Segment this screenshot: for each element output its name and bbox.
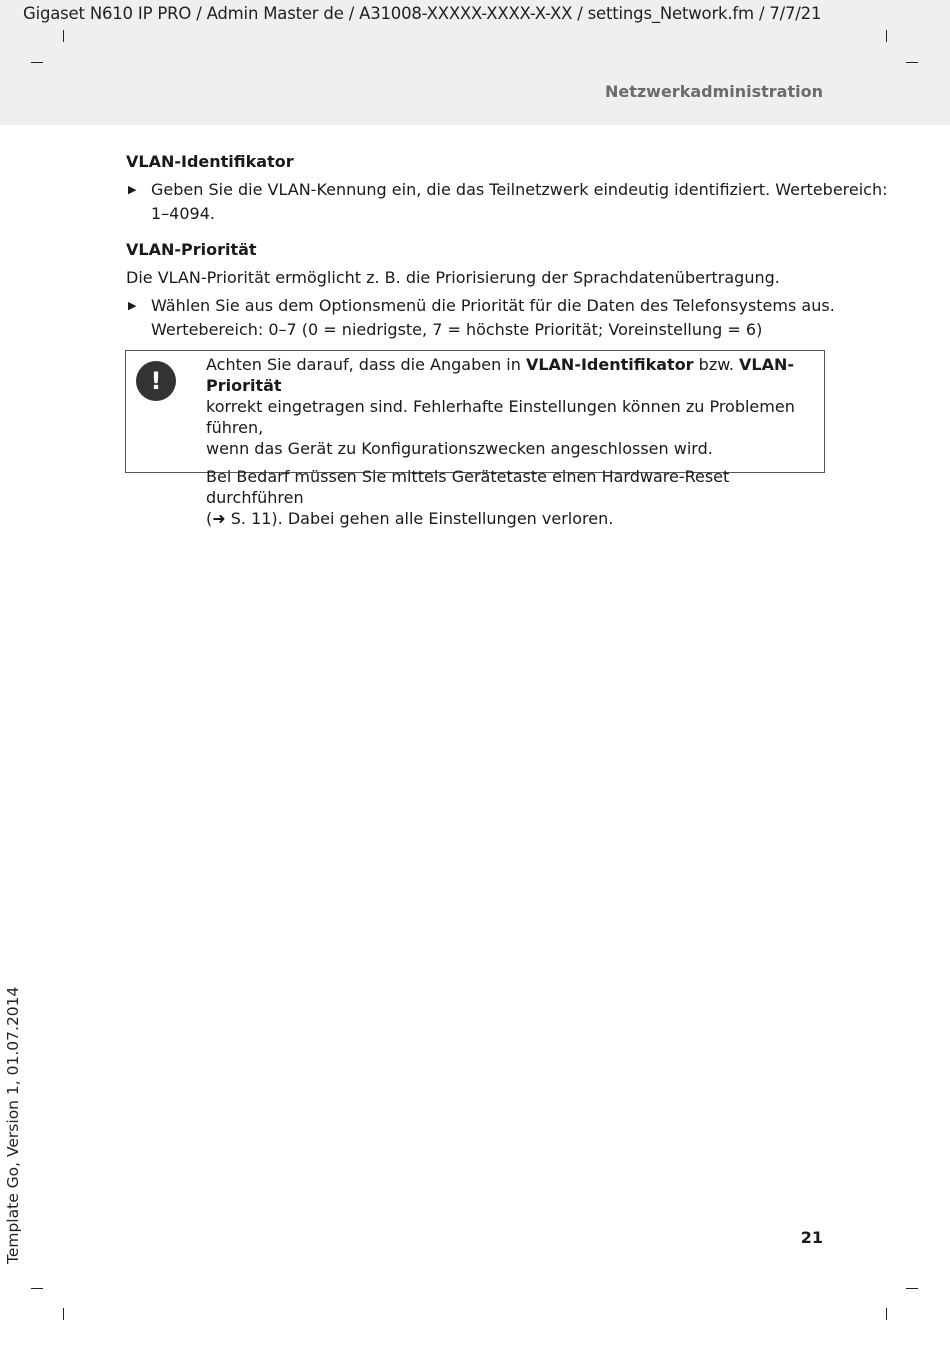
vlan-id-heading: VLAN-Identifikator bbox=[126, 152, 294, 171]
warning-text: ( bbox=[206, 509, 213, 528]
vlan-priority-description: Die VLAN-Priorität ermöglicht z. B. die Priorisierung der Sprachdatenübertragung. bbox=[126, 268, 780, 287]
crop-mark bbox=[63, 30, 64, 42]
vlan-priority-step-line2: Wertebereich: 0–7 (0 = niedrigste, 7 = höchste Priorität; Voreinstellung = 6) bbox=[151, 320, 763, 339]
warning-text: Achten Sie darauf, dass die Angaben in bbox=[206, 355, 526, 374]
warning-text: korrekt eingetragen sind. Fehlerhafte Einstellungen können zu Problemen führen, bbox=[206, 397, 795, 437]
crop-mark bbox=[906, 62, 918, 63]
exclamation-icon: ! bbox=[136, 361, 176, 401]
step-arrow-icon: ▶ bbox=[128, 299, 137, 312]
warning-note-text bbox=[206, 354, 821, 529]
page-number: 21 bbox=[800, 1228, 823, 1247]
main-content bbox=[126, 150, 888, 342]
crop-mark bbox=[886, 30, 887, 42]
field-name-vlan-id: VLAN-Identifikator bbox=[525, 355, 694, 374]
section-title: Netzwerkadministration bbox=[604, 82, 823, 101]
vlan-id-step-line2: 1–4094. bbox=[151, 204, 215, 223]
crop-mark bbox=[886, 1308, 887, 1320]
crop-mark bbox=[31, 1288, 43, 1289]
field-name-vlan-priority: VLAN-Priorität bbox=[206, 355, 795, 395]
vlan-id-step bbox=[126, 178, 888, 226]
vlan-priority-step-line1: Wählen Sie aus dem Optionsmenü die Priorität für die Daten des Telefonsystems aus. bbox=[151, 296, 835, 315]
warning-text: bzw. bbox=[693, 355, 740, 374]
page-reference-arrow-icon: ➜ bbox=[212, 509, 226, 528]
vlan-priority-step bbox=[126, 294, 835, 342]
warning-note bbox=[125, 350, 825, 528]
crop-mark bbox=[906, 1288, 918, 1289]
file-path: Gigaset N610 IP PRO / Admin Master de / A31008-XXXXX-XXXX-X-XX / settings_Network.fm / 7/7/21 bbox=[23, 4, 822, 23]
warning-text: Bei Bedarf müssen Sie mittels Gerätetaste einen Hardware-Reset durchführen bbox=[206, 467, 730, 507]
page-reference-link[interactable]: S. 11). Dabei gehen alle Einstellungen verloren. bbox=[225, 509, 614, 528]
warning-paragraph-1 bbox=[206, 354, 821, 459]
template-version-label: Template Go, Version 1, 01.07.2014 bbox=[4, 986, 22, 1264]
vlan-id-step-line1: Geben Sie die VLAN-Kennung ein, die das Teilnetzwerk eindeutig identifiziert. Wertebereich: bbox=[151, 180, 888, 199]
warning-text: wenn das Gerät zu Konfigurationszwecken angeschlossen wird. bbox=[206, 439, 713, 458]
step-arrow-icon: ▶ bbox=[128, 183, 137, 196]
crop-mark bbox=[31, 62, 43, 63]
warning-paragraph-2 bbox=[206, 466, 821, 529]
vlan-priority-heading: VLAN-Priorität bbox=[126, 240, 257, 259]
crop-mark bbox=[63, 1308, 64, 1320]
